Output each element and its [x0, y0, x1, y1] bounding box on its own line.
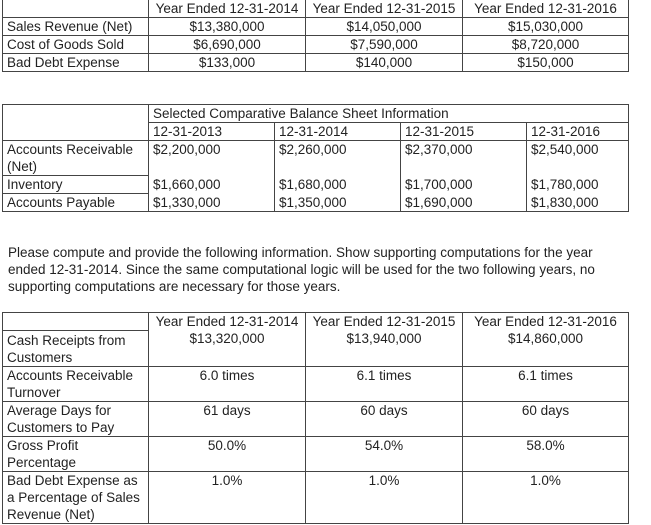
header-cell: 12-31-2013: [149, 123, 275, 141]
header-cell: Year Ended 12-31-2014: [149, 0, 306, 18]
row-label: Average Days for Customers to Pay: [3, 401, 149, 436]
corner-cell: [3, 123, 149, 141]
header-cell: Year Ended 12-31-2015: [306, 0, 463, 18]
value-cell: $1,780,000: [527, 176, 629, 194]
table-row: [3, 471, 629, 523]
row-label: Cash Receipts from Customers: [3, 330, 149, 366]
row-label: Bad Debt Expense as a Percentage of Sales Revenue (Net): [3, 471, 149, 523]
sales-table: [2, 0, 629, 72]
header-cell: 12-31-2015: [401, 123, 527, 141]
value-cell: $15,030,000: [463, 18, 629, 36]
table-row: [3, 194, 629, 212]
value-cell: $150,000: [463, 54, 629, 72]
value-cell: $1,660,000: [149, 176, 275, 194]
table-title: Selected Comparative Balance Sheet Information: [149, 105, 629, 123]
value-cell: 1.0%: [463, 471, 629, 523]
header-cell: 12-31-2016: [527, 123, 629, 141]
header-cell: Year Ended 12-31-2015: [306, 313, 463, 331]
table-row: [3, 176, 629, 194]
value-cell: $8,720,000: [463, 36, 629, 54]
header-row: [3, 123, 629, 141]
value-cell: 61 days: [149, 401, 306, 436]
table-row: [3, 401, 629, 436]
row-label: Inventory: [3, 176, 149, 194]
table-row: [3, 330, 629, 366]
value-cell: $7,590,000: [306, 36, 463, 54]
row-label: Cost of Goods Sold: [3, 36, 149, 54]
table-row: [3, 436, 629, 471]
value-cell: $1,680,000: [275, 176, 401, 194]
header-cell: 12-31-2014: [275, 123, 401, 141]
value-cell: 50.0%: [149, 436, 306, 471]
value-cell: $2,200,000: [149, 141, 275, 176]
value-cell: $140,000: [306, 54, 463, 72]
value-cell: $1,690,000: [401, 194, 527, 212]
row-label: Accounts Receivable (Net): [3, 141, 149, 176]
value-cell: 1.0%: [306, 471, 463, 523]
value-cell: $2,260,000: [275, 141, 401, 176]
table-row: [3, 366, 629, 401]
value-cell: 6.1 times: [463, 366, 629, 401]
table-row: [3, 141, 629, 176]
value-cell: $133,000: [149, 54, 306, 72]
header-cell: Year Ended 12-31-2016: [463, 313, 629, 331]
value-cell: 6.1 times: [306, 366, 463, 401]
header-row: [3, 0, 629, 18]
header-row: [3, 313, 629, 331]
header-cell: Year Ended 12-31-2016: [463, 0, 629, 18]
row-label: Bad Debt Expense: [3, 54, 149, 72]
value-cell: $13,940,000: [306, 330, 463, 366]
header-cell: Year Ended 12-31-2014: [149, 313, 306, 331]
value-cell: 1.0%: [149, 471, 306, 523]
table-row: [3, 18, 629, 36]
value-cell: $14,050,000: [306, 18, 463, 36]
value-cell: $1,830,000: [527, 194, 629, 212]
row-label: Sales Revenue (Net): [3, 18, 149, 36]
row-label: Accounts Receivable Turnover: [3, 366, 149, 401]
value-cell: 58.0%: [463, 436, 629, 471]
balance-sheet-table: [2, 104, 629, 212]
instructions-text: Please compute and provide the following information. Show supporting computations for the year ended 12-31-2014. Since the same computational logic will be used for the two following years, no supporting computations are necessary for those years.: [8, 245, 595, 294]
corner-cell: [3, 313, 149, 331]
value-cell: 60 days: [306, 401, 463, 436]
value-cell: $1,700,000: [401, 176, 527, 194]
table-row: [3, 36, 629, 54]
title-row: [3, 105, 629, 123]
value-cell: $1,350,000: [275, 194, 401, 212]
value-cell: $1,330,000: [149, 194, 275, 212]
value-cell: 60 days: [463, 401, 629, 436]
corner-cell: [3, 105, 149, 123]
results-table: [2, 312, 629, 524]
value-cell: $2,540,000: [527, 141, 629, 176]
value-cell: 54.0%: [306, 436, 463, 471]
value-cell: $2,370,000: [401, 141, 527, 176]
value-cell: $13,380,000: [149, 18, 306, 36]
corner-cell: [3, 0, 149, 18]
value-cell: 6.0 times: [149, 366, 306, 401]
row-label: Accounts Payable: [3, 194, 149, 212]
value-cell: $14,860,000: [463, 330, 629, 366]
table-row: [3, 54, 629, 72]
row-label: Gross Profit Percentage: [3, 436, 149, 471]
value-cell: $6,690,000: [149, 36, 306, 54]
value-cell: $13,320,000: [149, 330, 306, 366]
